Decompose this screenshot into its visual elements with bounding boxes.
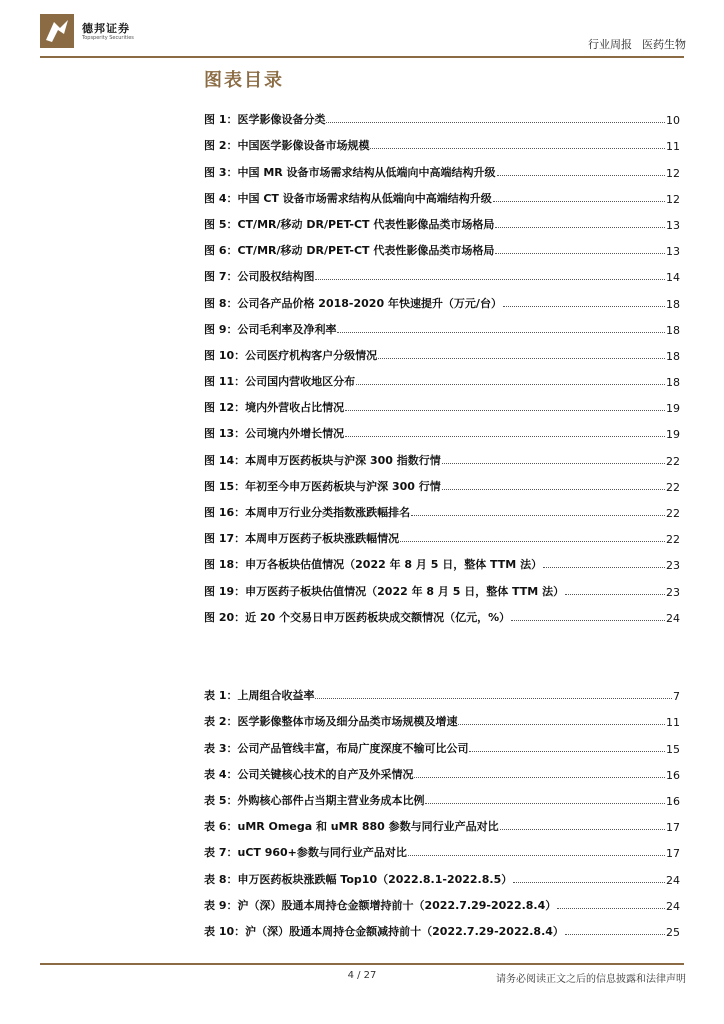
- figure-toc-entry[interactable]: [204, 363, 680, 389]
- dot-leader: [411, 515, 665, 516]
- report-sector: 医药生物: [642, 38, 686, 51]
- figure-toc-entry[interactable]: [204, 311, 680, 337]
- table-toc-entry-label: 表 7：uCT 960+参数与同行业产品对比: [204, 846, 407, 860]
- table-toc-entry-page-number: 24: [666, 873, 680, 887]
- table-toc-entry-page-number: 16: [666, 794, 680, 808]
- figure-toc-entry[interactable]: [204, 232, 680, 258]
- figure-toc-entry-label: 图 19：申万医药子板块估值情况（2022 年 8 月 5 日，整体 TTM 法）: [204, 584, 565, 598]
- figure-toc-entry[interactable]: [204, 206, 680, 232]
- figure-toc-entry[interactable]: [204, 546, 680, 572]
- figure-toc-entry-page-number: 22: [666, 507, 680, 520]
- figure-toc-entry[interactable]: [204, 337, 680, 363]
- figure-toc-entry-page-number: 24: [666, 611, 680, 625]
- dot-leader: [469, 751, 665, 752]
- table-toc-entry[interactable]: [204, 913, 680, 939]
- dot-leader: [356, 384, 665, 385]
- dot-leader: [442, 489, 665, 490]
- toc-title: 图表目录: [204, 70, 284, 91]
- figure-toc-entry-page-number: 14: [666, 271, 680, 285]
- figure-toc-entry-label: 图 2：中国医学影像设备市场规模: [204, 139, 370, 153]
- dot-leader: [495, 253, 665, 254]
- figure-toc-entry-page-number: 22: [666, 533, 680, 547]
- figure-toc-entry[interactable]: [204, 520, 680, 546]
- figure-toc-entry-page-number: 18: [666, 376, 680, 390]
- dot-leader: [414, 777, 665, 778]
- figure-toc-entry[interactable]: [204, 468, 680, 494]
- figure-toc-entry-page-number: 22: [666, 454, 680, 468]
- figure-toc-entry-label: 图 7：公司股权结构图: [204, 270, 315, 284]
- dot-leader: [458, 724, 665, 725]
- figure-toc-entry-page-number: 13: [666, 245, 680, 259]
- figure-toc-entry-label: 图 3：中国 MR 设备市场需求结构从低端向中高端结构升级: [204, 165, 496, 179]
- table-toc-entry[interactable]: [204, 782, 680, 808]
- figure-toc-entry-label: 图 5：CT/MR/移动 DR/PET-CT 代表性影像品类市场格局: [204, 217, 495, 231]
- dot-leader: [315, 279, 665, 280]
- figure-toc-entry[interactable]: [204, 153, 680, 179]
- dot-leader: [511, 620, 665, 621]
- dot-leader: [337, 332, 665, 333]
- figure-toc-entry-label: 图 6：CT/MR/移动 DR/PET-CT 代表性影像品类市场格局: [204, 244, 495, 258]
- table-toc-entry-label: 表 5：外购核心部件占当期主营业务成本比例: [204, 793, 425, 807]
- dot-leader: [500, 829, 665, 830]
- dot-leader: [565, 934, 665, 935]
- table-toc-entry[interactable]: [204, 860, 680, 886]
- figure-list: [204, 101, 680, 625]
- figure-toc-entry-page-number: 12: [666, 192, 680, 206]
- figure-toc-entry-label: 图 18：申万各板块估值情况（2022 年 8 月 5 日，整体 TTM 法）: [204, 558, 543, 572]
- figure-toc-entry-page-number: 18: [666, 297, 680, 311]
- table-list: [204, 677, 680, 939]
- table-toc-entry-label: 表 9：沪（深）股通本周持仓金额增持前十（2022.7.29-2022.8.4）: [204, 898, 557, 912]
- disclaimer-note: 请务必阅读正文之后的信息披露和法律声明: [496, 974, 686, 985]
- figure-toc-entry-label: 图 16：本周申万行业分类指数涨跌幅排名: [204, 506, 411, 519]
- dot-leader: [565, 594, 665, 595]
- figure-toc-entry-label: 图 1：医学影像设备分类: [204, 113, 326, 127]
- figure-toc-entry-label: 图 11：公司国内营收地区分布: [204, 375, 356, 389]
- dot-leader: [345, 436, 665, 437]
- figure-toc-entry-label: 图 10：公司医疗机构客户分级情况: [204, 348, 378, 362]
- table-toc-entry[interactable]: [204, 703, 680, 729]
- table-toc-entry[interactable]: [204, 677, 680, 703]
- figure-toc-entry-label: 图 8：公司各产品价格 2018-2020 年快速提升（万元/台）: [204, 296, 502, 310]
- table-toc-entry-page-number: 15: [666, 742, 680, 756]
- table-toc-entry-page-number: 7: [673, 690, 680, 704]
- dot-leader: [400, 541, 665, 542]
- table-toc-entry-page-number: 16: [666, 768, 680, 782]
- table-toc-entry-page-number: 11: [666, 716, 680, 730]
- figure-toc-entry-label: 图 20：近 20 个交易日申万医药板块成交额情况（亿元，%）: [204, 610, 511, 624]
- table-toc-entry-page-number: 17: [666, 821, 680, 835]
- figure-toc-entry[interactable]: [204, 389, 680, 415]
- table-toc-entry-label: 表 2：医学影像整体市场及细分品类市场规模及增速: [204, 715, 458, 729]
- header-report-info: [588, 36, 686, 52]
- figure-toc-entry[interactable]: [204, 180, 680, 206]
- figure-toc-entry[interactable]: [204, 284, 680, 310]
- table-toc-entry-label: 表 3：公司产品管线丰富，布局广度深度不输可比公司: [204, 741, 469, 755]
- table-toc-entry-page-number: 25: [666, 925, 680, 939]
- figure-toc-entry-page-number: 23: [666, 585, 680, 599]
- figure-toc-entry-label: 图 12：境内外营收占比情况: [204, 401, 345, 415]
- footer-divider: [40, 963, 684, 965]
- table-toc-entry-label: 表 10：沪（深）股通本周持仓金额减持前十（2022.7.29-2022.8.4）: [204, 924, 564, 938]
- figure-toc-entry[interactable]: [204, 441, 680, 467]
- figure-toc-entry[interactable]: [204, 599, 680, 625]
- table-toc-entry-page-number: 17: [666, 847, 680, 861]
- figure-toc-entry[interactable]: [204, 494, 680, 520]
- dot-leader: [557, 908, 665, 909]
- dot-leader: [425, 803, 665, 804]
- table-toc-entry[interactable]: [204, 887, 680, 913]
- table-toc-entry[interactable]: [204, 808, 680, 834]
- brand-logo-icon: [40, 14, 74, 48]
- figure-toc-entry-page-number: 11: [666, 140, 680, 154]
- dot-leader: [370, 148, 665, 149]
- dot-leader: [497, 175, 665, 176]
- table-toc-entry-label: 表 8：申万医药板块涨跌幅 Top10（2022.8.1-2022.8.5）: [204, 872, 513, 886]
- figure-toc-entry-page-number: 23: [666, 559, 680, 573]
- figure-toc-entry[interactable]: [204, 101, 680, 127]
- figure-toc-entry[interactable]: [204, 127, 680, 153]
- table-toc-entry[interactable]: [204, 729, 680, 755]
- figure-toc-entry-page-number: 18: [666, 349, 680, 363]
- figure-toc-entry-label: 图 14：本周申万医药板块与沪深 300 指数行情: [204, 453, 441, 467]
- brand-name-cn: 德邦证券: [82, 22, 130, 35]
- header-divider: [40, 56, 684, 58]
- figure-toc-entry-page-number: 22: [666, 480, 680, 494]
- figure-toc-entry-label: 图 15：年初至今申万医药板块与沪深 300 行情: [204, 479, 441, 493]
- brand-name-en: Topsperity Securities: [82, 35, 134, 41]
- figure-toc-entry[interactable]: [204, 415, 680, 441]
- table-toc-entry-label: 表 6：uMR Omega 和 uMR 880 参数与同行业产品对比: [204, 820, 499, 834]
- figure-toc-entry-page-number: 19: [666, 402, 680, 416]
- figure-toc-entry-page-number: 18: [666, 323, 680, 337]
- table-toc-entry[interactable]: [204, 756, 680, 782]
- figure-toc-entry[interactable]: [204, 258, 680, 284]
- figure-toc-entry-page-number: 19: [666, 428, 680, 442]
- dot-leader: [315, 698, 672, 699]
- figure-toc-entry-page-number: 10: [666, 114, 680, 128]
- dot-leader: [543, 567, 665, 568]
- figure-toc-entry-label: 图 4：中国 CT 设备市场需求结构从低端向中高端结构升级: [204, 191, 492, 205]
- dot-leader: [408, 855, 665, 856]
- dot-leader: [495, 227, 665, 228]
- figure-toc-entry-page-number: 12: [666, 166, 680, 180]
- page-header: [0, 0, 724, 60]
- dot-leader: [442, 463, 665, 464]
- table-toc-entry-page-number: 24: [666, 899, 680, 913]
- table-toc-entry-label: 表 1：上周组合收益率: [204, 689, 315, 703]
- figure-toc-entry[interactable]: [204, 572, 680, 598]
- page-number: 4 / 27: [347, 970, 377, 981]
- figure-toc-entry-label: 图 9：公司毛利率及净利率: [204, 322, 337, 336]
- report-type: 行业周报: [588, 38, 632, 51]
- figure-toc-entry-label: 图 17：本周申万医药子板块涨跌幅情况: [204, 532, 400, 546]
- table-toc-entry-label: 表 4：公司关键核心技术的自产及外采情况: [204, 767, 414, 781]
- brand-logo: [40, 14, 160, 48]
- dot-leader: [345, 410, 665, 411]
- dot-leader: [513, 882, 665, 883]
- figure-toc-entry-page-number: 13: [666, 218, 680, 232]
- figure-toc-entry-label: 图 13：公司境内外增长情况: [204, 427, 345, 441]
- table-toc-entry[interactable]: [204, 834, 680, 860]
- dot-leader: [326, 122, 665, 123]
- dot-leader: [503, 306, 665, 307]
- dot-leader: [378, 358, 665, 359]
- dot-leader: [493, 201, 665, 202]
